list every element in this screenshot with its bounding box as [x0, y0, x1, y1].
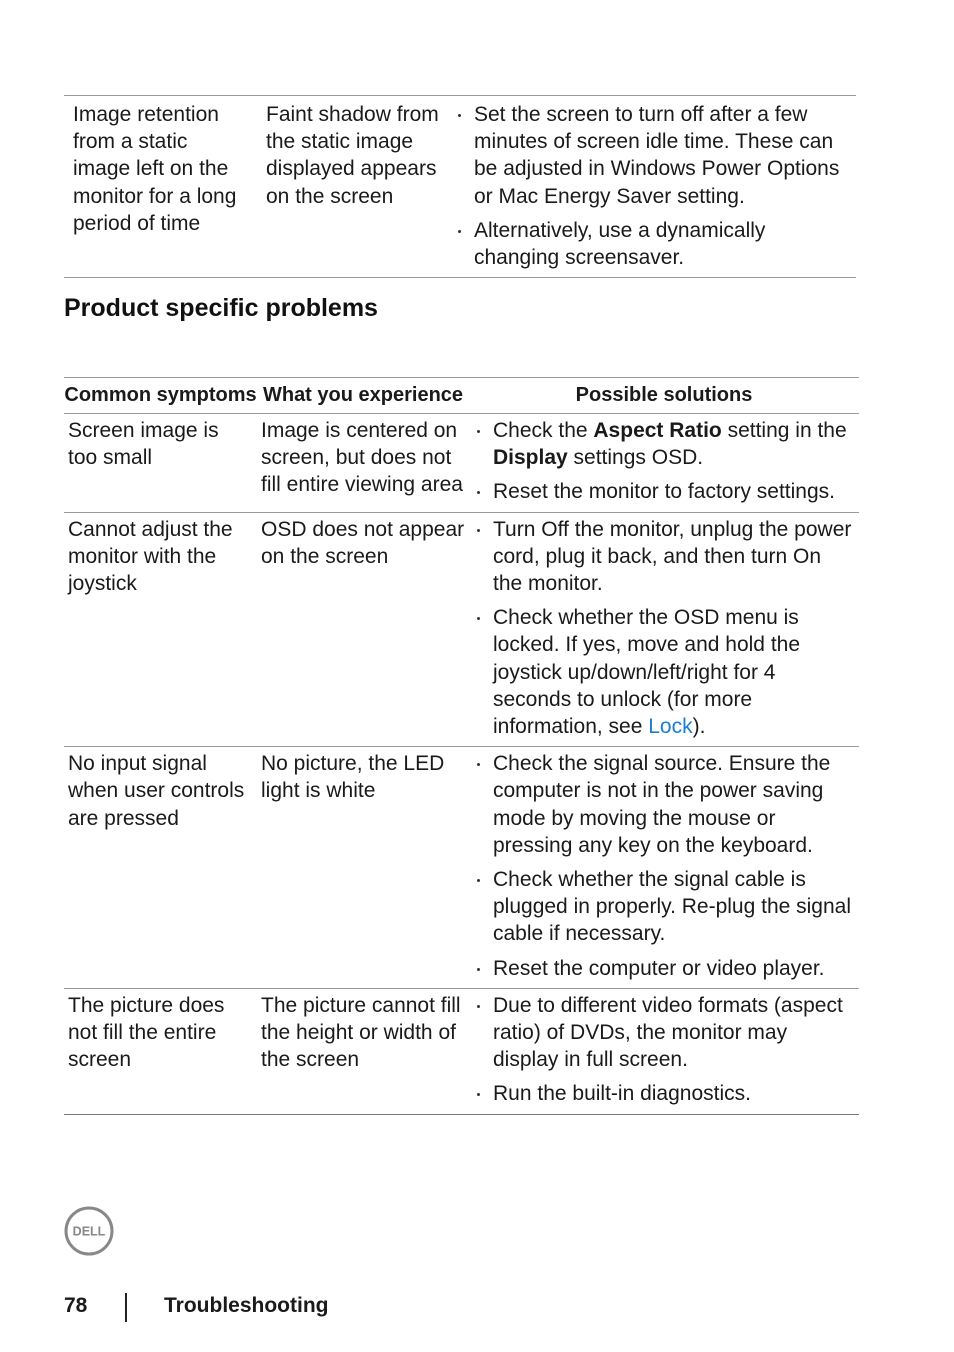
table-row	[64, 414, 859, 513]
solution-item: Reset the monitor to factory settings.	[469, 478, 855, 505]
table-row	[64, 988, 859, 1114]
symptom-cell: The picture does not fill the entire screen	[68, 993, 225, 1072]
carryover-table	[64, 95, 856, 278]
experience-cell: OSD does not appear on the screen	[257, 512, 469, 747]
solution-item: Check whether the OSD menu is locked. If yes, move and hold the joystick up/down/left/right for 4 seconds to unlock (for more information, see Lock).	[469, 604, 855, 740]
symptom-cell: Screen image is too small	[64, 414, 257, 513]
solution-item: Check whether the signal cable is plugged in properly. Re-plug the signal cable if necessary.	[469, 866, 855, 948]
experience-cell: Faint shadow from the static image displayed appears on the screen	[266, 103, 439, 208]
solution-item: Check the Aspect Ratio setting in the Display settings OSD.	[469, 417, 855, 471]
solution-item: Due to different video formats (aspect ratio) of DVDs, the monitor may display in full screen.	[469, 992, 855, 1074]
symptom-cell: Image retention from a static image left on the monitor for a long period of time	[73, 103, 237, 235]
solution-item: Reset the computer or video player.	[469, 955, 855, 982]
footer-section-title: Troubleshooting	[164, 1294, 329, 1317]
aspect-ratio-setting: Aspect Ratio	[593, 419, 722, 442]
solution-item: Run the built-in diagnostics.	[469, 1080, 855, 1107]
solution-item: Alternatively, use a dynamically changing screensaver.	[450, 217, 850, 271]
solutions-cell	[450, 96, 856, 278]
table-row	[64, 512, 859, 747]
experience-cell: Image is centered on screen, but does not fill entire viewing area	[257, 414, 469, 513]
solution-list	[469, 992, 855, 1108]
solution-list	[469, 750, 855, 982]
footer-divider	[125, 1293, 127, 1322]
solution-list	[450, 101, 850, 271]
dell-logo	[64, 1206, 114, 1256]
table-header-row	[64, 378, 859, 414]
experience-cell: No picture, the LED light is white	[257, 747, 469, 989]
dell-logo-text: DELL	[72, 1224, 106, 1239]
product-problems-table	[64, 377, 859, 1115]
solutions-cell	[469, 747, 859, 989]
solution-list	[469, 417, 855, 506]
symptom-cell: No input signal when user controls are pressed	[64, 747, 257, 989]
solution-item: Set the screen to turn off after a few minutes of screen idle time. These can be adjusted in Windows Power Options or Mac Energy Saver setting.	[450, 101, 850, 210]
column-header-solutions: Possible solutions	[469, 378, 859, 414]
display-setting: Display	[493, 446, 568, 470]
solution-list	[469, 516, 855, 741]
section-title: Product specific problems	[64, 294, 378, 322]
symptom-cell: Cannot adjust the monitor with the joystick	[64, 512, 257, 747]
solution-item: Turn Off the monitor, unplug the power cord, plug it back, and then turn On the monitor.	[469, 516, 855, 598]
solutions-cell	[469, 988, 859, 1114]
experience-cell: The picture cannot fill the height or width of the screen	[261, 993, 461, 1072]
solutions-cell	[469, 414, 859, 513]
table-row	[64, 747, 859, 989]
column-header-experience: What you experience	[257, 378, 469, 414]
column-header-symptoms: Common symptoms	[64, 378, 257, 414]
page-number: 78	[64, 1294, 88, 1317]
lock-link[interactable]: Lock	[648, 715, 693, 739]
solutions-cell	[469, 512, 859, 747]
table-row	[64, 96, 856, 278]
solution-item: Check the signal source. Ensure the computer is not in the power saving mode by moving the mouse or pressing any key on the keyboard.	[469, 750, 855, 859]
